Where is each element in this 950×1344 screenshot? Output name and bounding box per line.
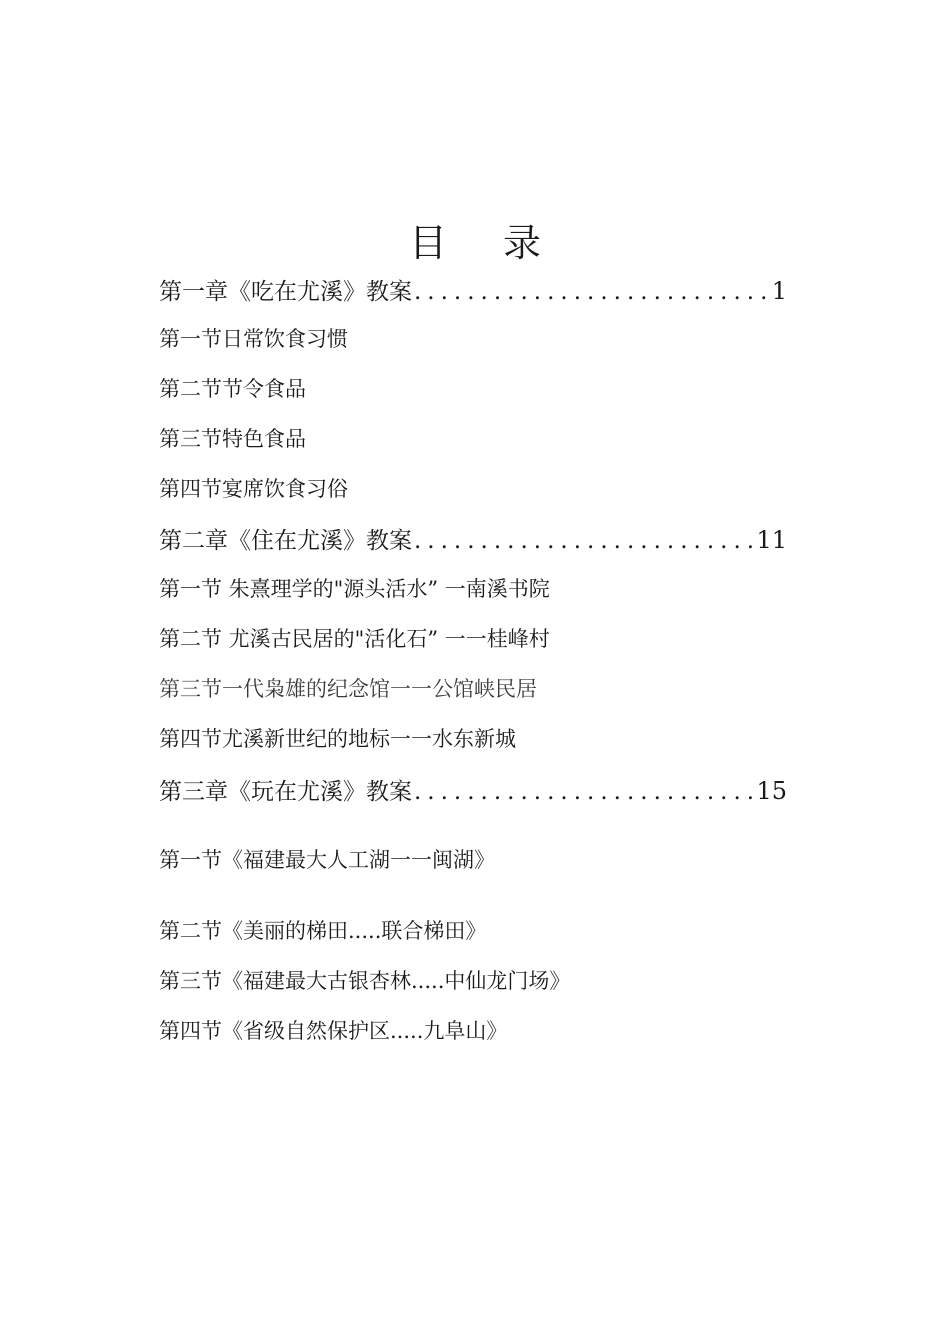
chapter-1-label: 第一章《吃在尤溪》教案	[159, 279, 412, 305]
toc-title: 目 录	[408, 221, 564, 265]
chapter-3-page-number: 15	[756, 777, 787, 805]
toc-chapter-2[interactable]	[159, 522, 787, 555]
chapter-1-page-number: 1	[771, 277, 787, 305]
toc-section-3-4[interactable]: 第四节《省级自然保护区.....九阜山》	[159, 1019, 508, 1043]
toc-section-2-1[interactable]: 第一节 朱熹理学的"源头活水” 一南溪书院	[159, 577, 550, 601]
toc-section-1-4[interactable]: 第四节宴席饮食习俗	[159, 477, 348, 501]
toc-section-1-3[interactable]: 第三节特色食品	[159, 427, 306, 451]
chapter-3-leader-dots	[414, 779, 752, 805]
toc-section-2-4[interactable]: 第四节尤溪新世纪的地标一一水东新城	[159, 727, 516, 751]
toc-chapter-3[interactable]	[159, 773, 787, 806]
toc-section-3-1[interactable]: 第一节《福建最大人工湖一一闽湖》	[159, 848, 495, 872]
chapter-2-page-number: 11	[756, 526, 787, 554]
toc-section-1-1[interactable]: 第一节日常饮食习惯	[159, 327, 348, 351]
toc-section-3-2[interactable]: 第二节《美丽的梯田.....联合梯田》	[159, 919, 487, 943]
chapter-1-leader-dots	[414, 279, 768, 305]
toc-section-3-3[interactable]: 第三节《福建最大古银杏林.....中仙龙门场》	[159, 969, 571, 993]
chapter-3-label: 第三章《玩在尤溪》教案	[159, 779, 412, 805]
toc-section-2-3[interactable]: 第三节一代枭雄的纪念馆一一公馆峡民居	[159, 677, 537, 701]
toc-chapter-1[interactable]	[159, 273, 787, 306]
chapter-2-label: 第二章《住在尤溪》教案	[159, 528, 412, 554]
toc-section-1-2[interactable]: 第二节节令食品	[159, 377, 306, 401]
toc-section-2-2[interactable]: 第二节 尤溪古民居的"活化石” 一一桂峰村	[159, 627, 550, 651]
chapter-2-leader-dots	[414, 528, 752, 554]
